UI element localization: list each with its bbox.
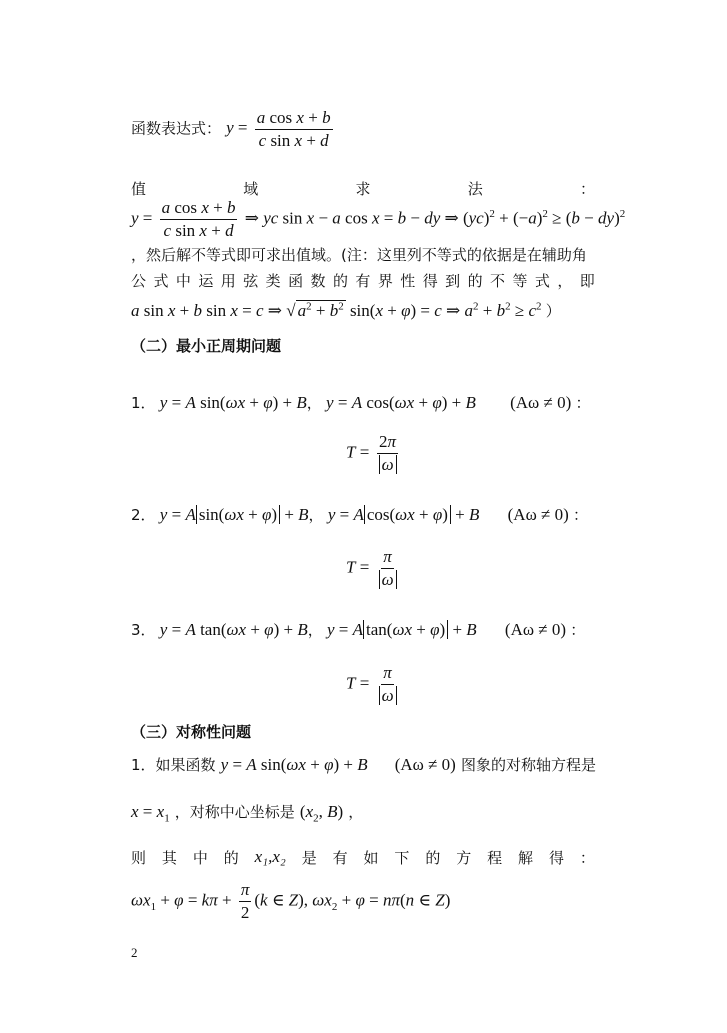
- period-formula-2: T = $\frac{\pi}{\omega}$: [346, 547, 402, 590]
- range-derivation: y = $\frac{\text{a cos x + b}}{\text{c sin x + d}}$ ⇒ yc sin x − a cos x = b − dy ⇒ $(yc)^2 + (-a)^2 \ge (b - dy)^2$: [131, 198, 626, 240]
- period-item-3: 3． y = A tan(ωx + φ) + B， y = A tan(ωx + φ) + B (Aω ≠ 0) ：: [131, 620, 586, 639]
- range-char: 域: [243, 180, 259, 198]
- condition: (Aω ≠ 0): [394, 755, 456, 774]
- range-char: 值: [131, 180, 147, 198]
- range-method-heading: [131, 178, 595, 199]
- symmetry-line-2: $x = x_1$ ，对称中心坐标是 ($x_2$, B) ，: [131, 802, 364, 825]
- range-char: 法: [467, 180, 483, 198]
- condition: (Aω ≠ 0): [504, 620, 567, 639]
- page-number: 2: [131, 945, 138, 960]
- range-conclusion: ，然后解不等式即可求出值域。(注：这里列不等式的依据是在辅助角: [131, 246, 587, 264]
- symmetry-line-1: 1．如果函数 y = A sin(ωx + φ) + B (Aω ≠ 0) 图象的对称轴方程是: [131, 755, 596, 774]
- condition: (Aω ≠ 0): [507, 505, 569, 524]
- period-item-1: 1． y = A sin(ωx + φ) + B， y = A cos(ωx + φ) + B (Aω ≠ 0) ：: [131, 393, 591, 412]
- expr-label: 函数表达式：: [131, 119, 222, 138]
- symmetry-equation: $\omega x_1 + \varphi = k\pi$ + $\frac{\pi}{2}$ (k ∈ Z), $\omega x_2 + \varphi = n\pi(n$ ∈ Z): [131, 880, 451, 922]
- condition: (Aω ≠ 0): [510, 393, 572, 412]
- range-char: 求: [355, 180, 371, 198]
- section-2-title: （二）最小正周期问题: [131, 337, 282, 355]
- close-paren: ）: [545, 302, 561, 320]
- period-item-2: 2． y = A sin(ωx + φ) + B， y = A cos(ωx + φ) + B (Aω ≠ 0) ：: [131, 505, 589, 524]
- expr-formula: y = $\frac{\text{a cos x + b}}{\text{c sin x + d}}$: [226, 108, 331, 150]
- auxiliary-angle-formula: a sin x + b sin x = c ⇒ √ $a^2 + b^2$ sin(x + φ) = c ⇒ $a^2 + b^2 \ge c^2$ ）: [131, 300, 561, 320]
- range-char: ：: [579, 180, 595, 198]
- period-formula-1: T = $\frac{2\pi}{\omega}$: [346, 432, 397, 474]
- function-expression-line: [131, 108, 336, 151]
- symmetry-line-3: 则 其 中 的 x₁,x₂ 是 有 如 下 的 方 程 解 得 ：: [131, 847, 595, 867]
- note-line-2: 公 式 中 运 用 弦 类 函 数 的 有 界 性 得 到 的 不 等 式 ， 即: [131, 272, 595, 290]
- section-3-title: （三）对称性问题: [131, 723, 252, 741]
- period-formula-3: T = $\frac{\pi}{\omega}$: [346, 663, 402, 706]
